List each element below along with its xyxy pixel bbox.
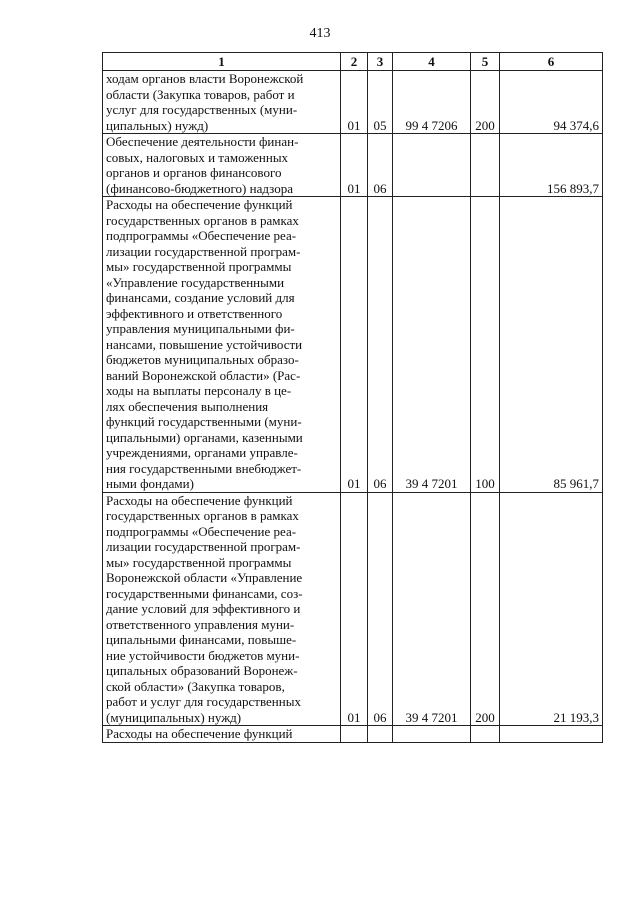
amount-value: 156 893,7 — [500, 134, 603, 197]
section-code: 01 — [341, 197, 368, 493]
subsection-code: 05 — [368, 71, 393, 134]
expense-type-code: 100 — [471, 197, 500, 493]
description-line: финансами, создание условий для — [106, 290, 295, 305]
header-col-4: 4 — [393, 53, 471, 71]
description-line: (финансово-бюджетного) надзора — [106, 180, 293, 196]
section-code — [341, 726, 368, 743]
description-line: государственными финансами, соз- — [106, 585, 303, 601]
expense-type-code — [471, 726, 500, 743]
description-line: Расходы на обеспечение функций — [106, 726, 293, 741]
description-line: ской области» (Закупка товаров, — [106, 678, 285, 694]
row-description — [103, 726, 341, 743]
target-article-code: 39 4 7201 — [393, 197, 471, 493]
description-line: управления муниципальными фи- — [106, 321, 295, 336]
target-article-code — [393, 134, 471, 197]
description-line: услуг для государственных (муни- — [106, 102, 298, 117]
row-description — [103, 197, 341, 493]
header-col-2: 2 — [341, 53, 368, 71]
subsection-code: 06 — [368, 197, 393, 493]
description-line: Расходы на обеспечение функций — [106, 197, 293, 212]
description-line: «Управление государственными — [106, 274, 285, 290]
description-line: совых, налоговых и таможенных — [106, 149, 289, 165]
description-line: мы» государственной программы — [106, 554, 292, 570]
description-line: ния государственными внебюджет- — [106, 460, 302, 476]
description-line: государственных органов в рамках — [106, 212, 299, 228]
description-line: функций государственными (муни- — [106, 414, 302, 429]
description-line: подпрограммы «Обеспечение реа- — [106, 523, 297, 539]
target-article-code: 99 4 7206 — [393, 71, 471, 134]
description-line: органов и органов финансового — [106, 165, 282, 180]
budget-table — [102, 52, 603, 743]
table-row — [103, 134, 603, 197]
table-body — [103, 71, 603, 743]
amount-value: 94 374,6 — [500, 71, 603, 134]
target-article-code — [393, 726, 471, 743]
amount-value: 85 961,7 — [500, 197, 603, 493]
row-description — [103, 71, 341, 134]
expense-type-code: 200 — [471, 492, 500, 726]
description-line: лизации государственной програм- — [106, 243, 301, 259]
header-col-5: 5 — [471, 53, 500, 71]
description-line: (муниципальных) нужд) — [106, 709, 242, 725]
description-line: ципальных) нужд) — [106, 117, 209, 133]
description-line: бюджетов муниципальных образо- — [106, 352, 299, 367]
table-row — [103, 197, 603, 493]
target-article-code: 39 4 7201 — [393, 492, 471, 726]
description-line: эффективного и ответственного — [106, 305, 283, 321]
description-line: Расходы на обеспечение функций — [106, 492, 293, 508]
expense-type-code — [471, 134, 500, 197]
amount-value: 21 193,3 — [500, 492, 603, 726]
subsection-code: 06 — [368, 134, 393, 197]
description-line: подпрограммы «Обеспечение реа- — [106, 228, 297, 243]
table-row — [103, 492, 603, 726]
description-line: дание условий для эффективного и — [106, 601, 301, 616]
amount-value — [500, 726, 603, 743]
description-line: Воронежской области «Управление — [106, 570, 303, 585]
description-line: ными фондами) — [106, 476, 194, 491]
description-line: нансами, повышение устойчивости — [106, 336, 303, 352]
expense-type-code: 200 — [471, 71, 500, 134]
description-line: ходы на выплаты персоналу в це- — [106, 383, 292, 398]
subsection-code — [368, 726, 393, 743]
description-line: лях обеспечения выполнения — [106, 398, 269, 414]
header-col-3: 3 — [368, 53, 393, 71]
subsection-code: 06 — [368, 492, 393, 726]
description-line: учреждениями, органами управле- — [106, 445, 298, 460]
section-code: 01 — [341, 71, 368, 134]
description-line: государственных органов в рамках — [106, 508, 299, 523]
description-line: ваний Воронежской области» (Рас- — [106, 367, 301, 383]
description-line: мы» государственной программы — [106, 259, 292, 274]
description-line: ответственного управления муни- — [106, 616, 295, 632]
table-header-row — [103, 53, 603, 71]
description-line: ходам органов власти Воронежской — [106, 71, 304, 86]
description-line: ние устойчивости бюджетов муни- — [106, 647, 300, 663]
description-line: области (Закупка товаров, работ и — [106, 86, 295, 102]
table-row — [103, 71, 603, 134]
description-line: ципальными) органами, казенными — [106, 429, 303, 445]
description-line: лизации государственной програм- — [106, 539, 301, 554]
section-code: 01 — [341, 134, 368, 197]
row-description — [103, 492, 341, 726]
description-line: Обеспечение деятельности финан- — [106, 134, 299, 149]
header-col-6: 6 — [500, 53, 603, 71]
section-code: 01 — [341, 492, 368, 726]
table-row — [103, 726, 603, 743]
page-number: 413 — [309, 26, 331, 41]
description-line: ципальными финансами, повыше- — [106, 632, 297, 647]
row-description — [103, 134, 341, 197]
description-line: работ и услуг для государственных — [106, 694, 301, 709]
header-col-1: 1 — [103, 53, 341, 71]
description-line: ципальных образований Воронеж- — [106, 663, 298, 678]
